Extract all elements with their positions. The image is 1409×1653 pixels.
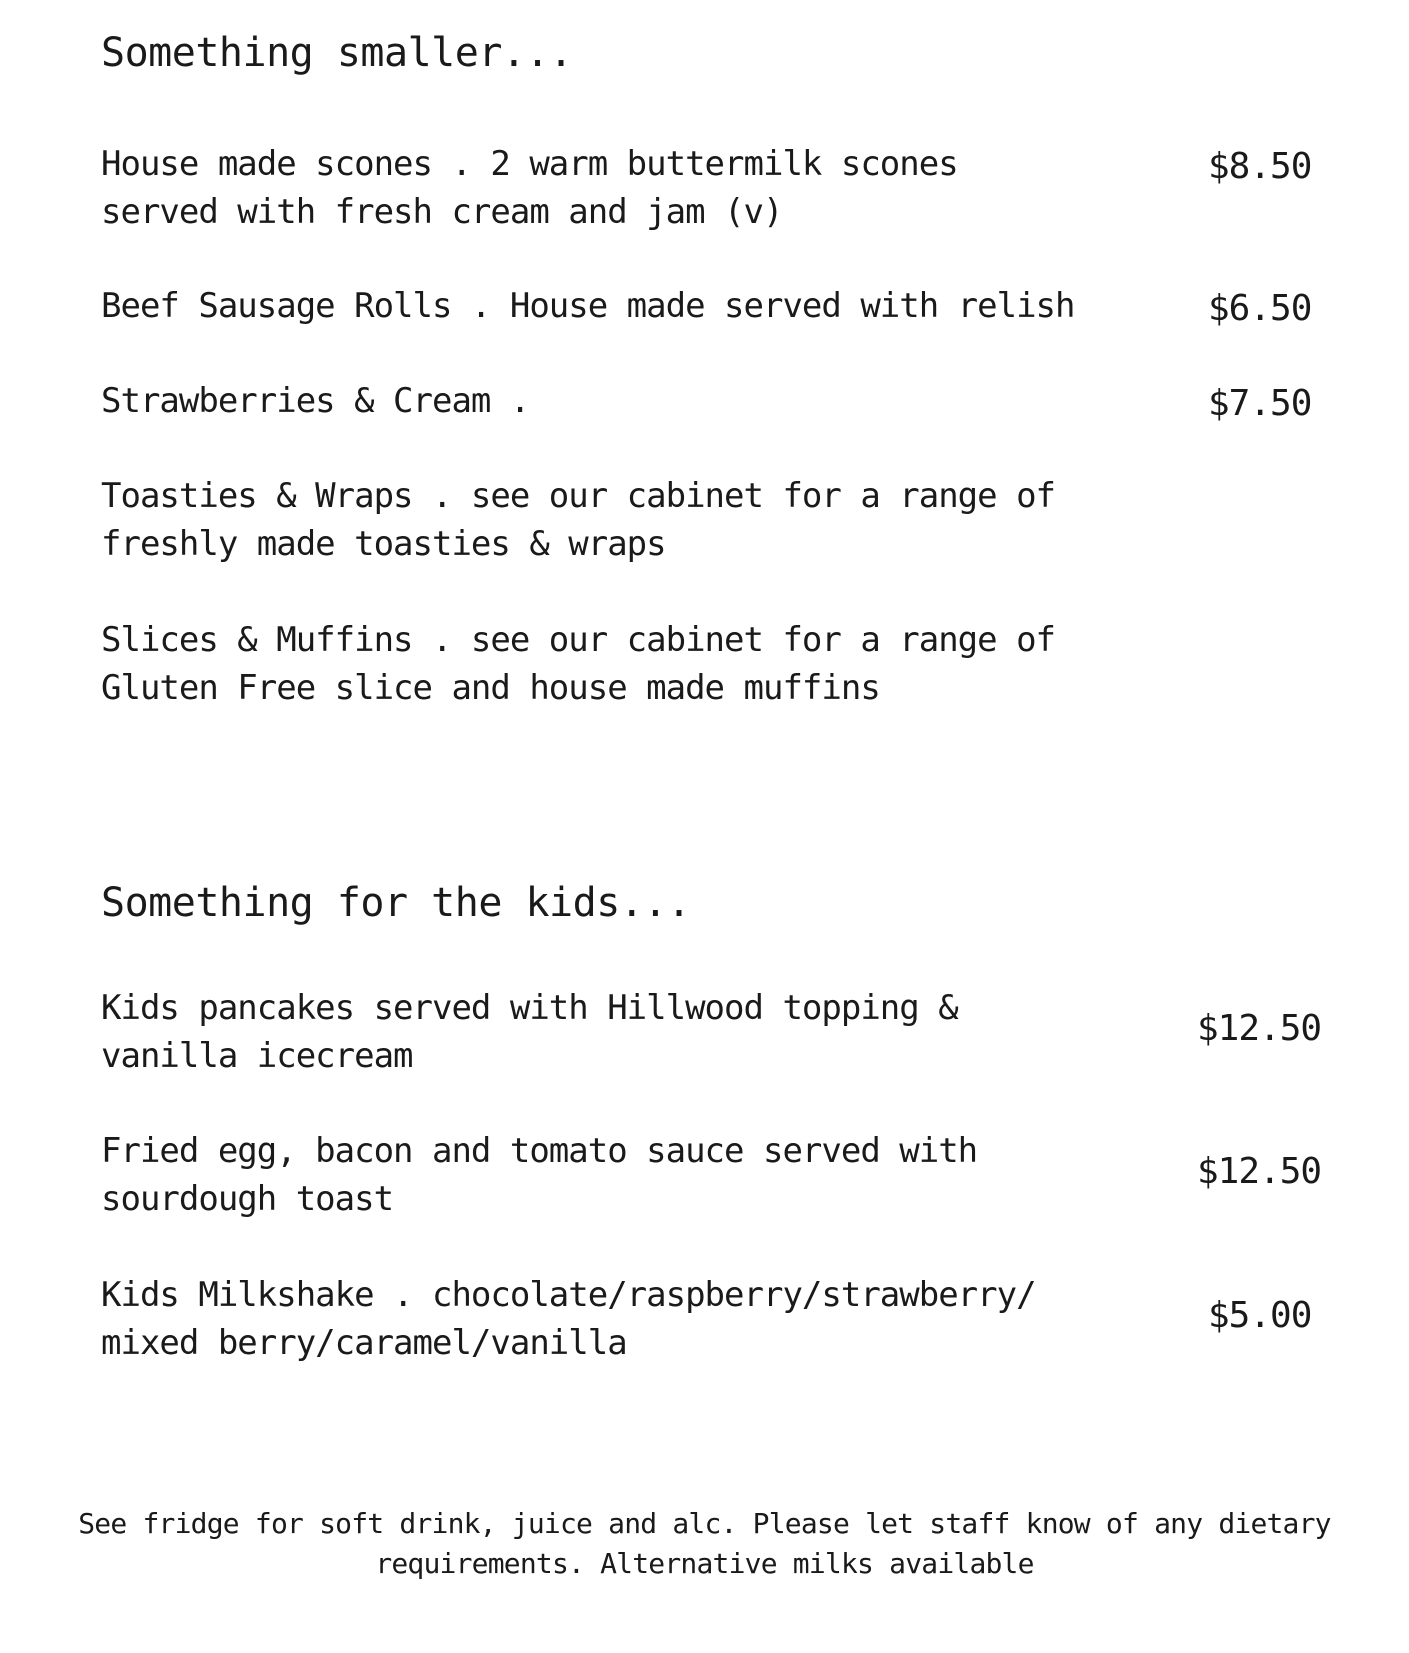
item-description	[101, 984, 1181, 1080]
footer-line: requirements. Alternative milks available	[375, 1547, 1034, 1580]
menu-item-sausage-rolls	[101, 282, 1181, 330]
price-strawberries-cream: $7.50	[1208, 383, 1312, 424]
menu-item-scones	[101, 140, 1181, 236]
item-line: Kids Milkshake . chocolate/raspberry/strawberry/	[101, 1275, 1036, 1315]
price-kids-milkshake: $5.00	[1208, 1295, 1312, 1336]
price-fried-egg-bacon: $12.50	[1197, 1151, 1322, 1192]
item-line: House made scones . 2 warm buttermilk scones	[101, 144, 958, 184]
item-line: vanilla icecream	[101, 1036, 413, 1076]
item-description	[101, 377, 1181, 425]
menu-item-fried-egg-bacon	[101, 1127, 1181, 1223]
price-sausage-rolls: $6.50	[1208, 288, 1312, 329]
footer-line: See fridge for soft drink, juice and alc. Please let staff know of any dietary	[78, 1507, 1331, 1540]
menu-item-kids-milkshake	[101, 1271, 1181, 1367]
item-description	[101, 282, 1181, 330]
item-line: Slices & Muffins . see our cabinet for a range of	[101, 620, 1056, 660]
price-scones: $8.50	[1208, 146, 1312, 187]
item-line: sourdough toast	[101, 1179, 394, 1219]
item-line: served with fresh cream and jam (v)	[101, 192, 783, 232]
section-title-something-smaller: Something smaller...	[101, 30, 573, 76]
price-kids-pancakes: $12.50	[1197, 1008, 1322, 1049]
item-line: Gluten Free slice and house made muffins	[101, 668, 880, 708]
item-description	[101, 1271, 1181, 1367]
menu-item-kids-pancakes	[101, 984, 1181, 1080]
menu-item-slices-muffins	[101, 616, 1181, 712]
item-line: Kids pancakes served with Hillwood topping &	[101, 988, 958, 1028]
item-line: mixed berry/caramel/vanilla	[101, 1323, 627, 1363]
section-title-something-for-the-kids: Something for the kids...	[101, 880, 691, 926]
menu-item-toasties-wraps	[101, 472, 1181, 568]
item-line: Fried egg, bacon and tomato sauce served with	[101, 1131, 978, 1171]
menu-item-strawberries-cream	[101, 377, 1181, 425]
item-line: Toasties & Wraps . see our cabinet for a range of	[101, 476, 1056, 516]
item-line: Beef Sausage Rolls . House made served with relish	[101, 286, 1075, 326]
item-line: freshly made toasties & wraps	[101, 524, 666, 564]
item-description	[101, 140, 1181, 236]
item-description	[101, 472, 1181, 568]
footer-note	[20, 1504, 1389, 1584]
item-line: Strawberries & Cream .	[101, 381, 530, 421]
item-description	[101, 1127, 1181, 1223]
item-description	[101, 616, 1181, 712]
